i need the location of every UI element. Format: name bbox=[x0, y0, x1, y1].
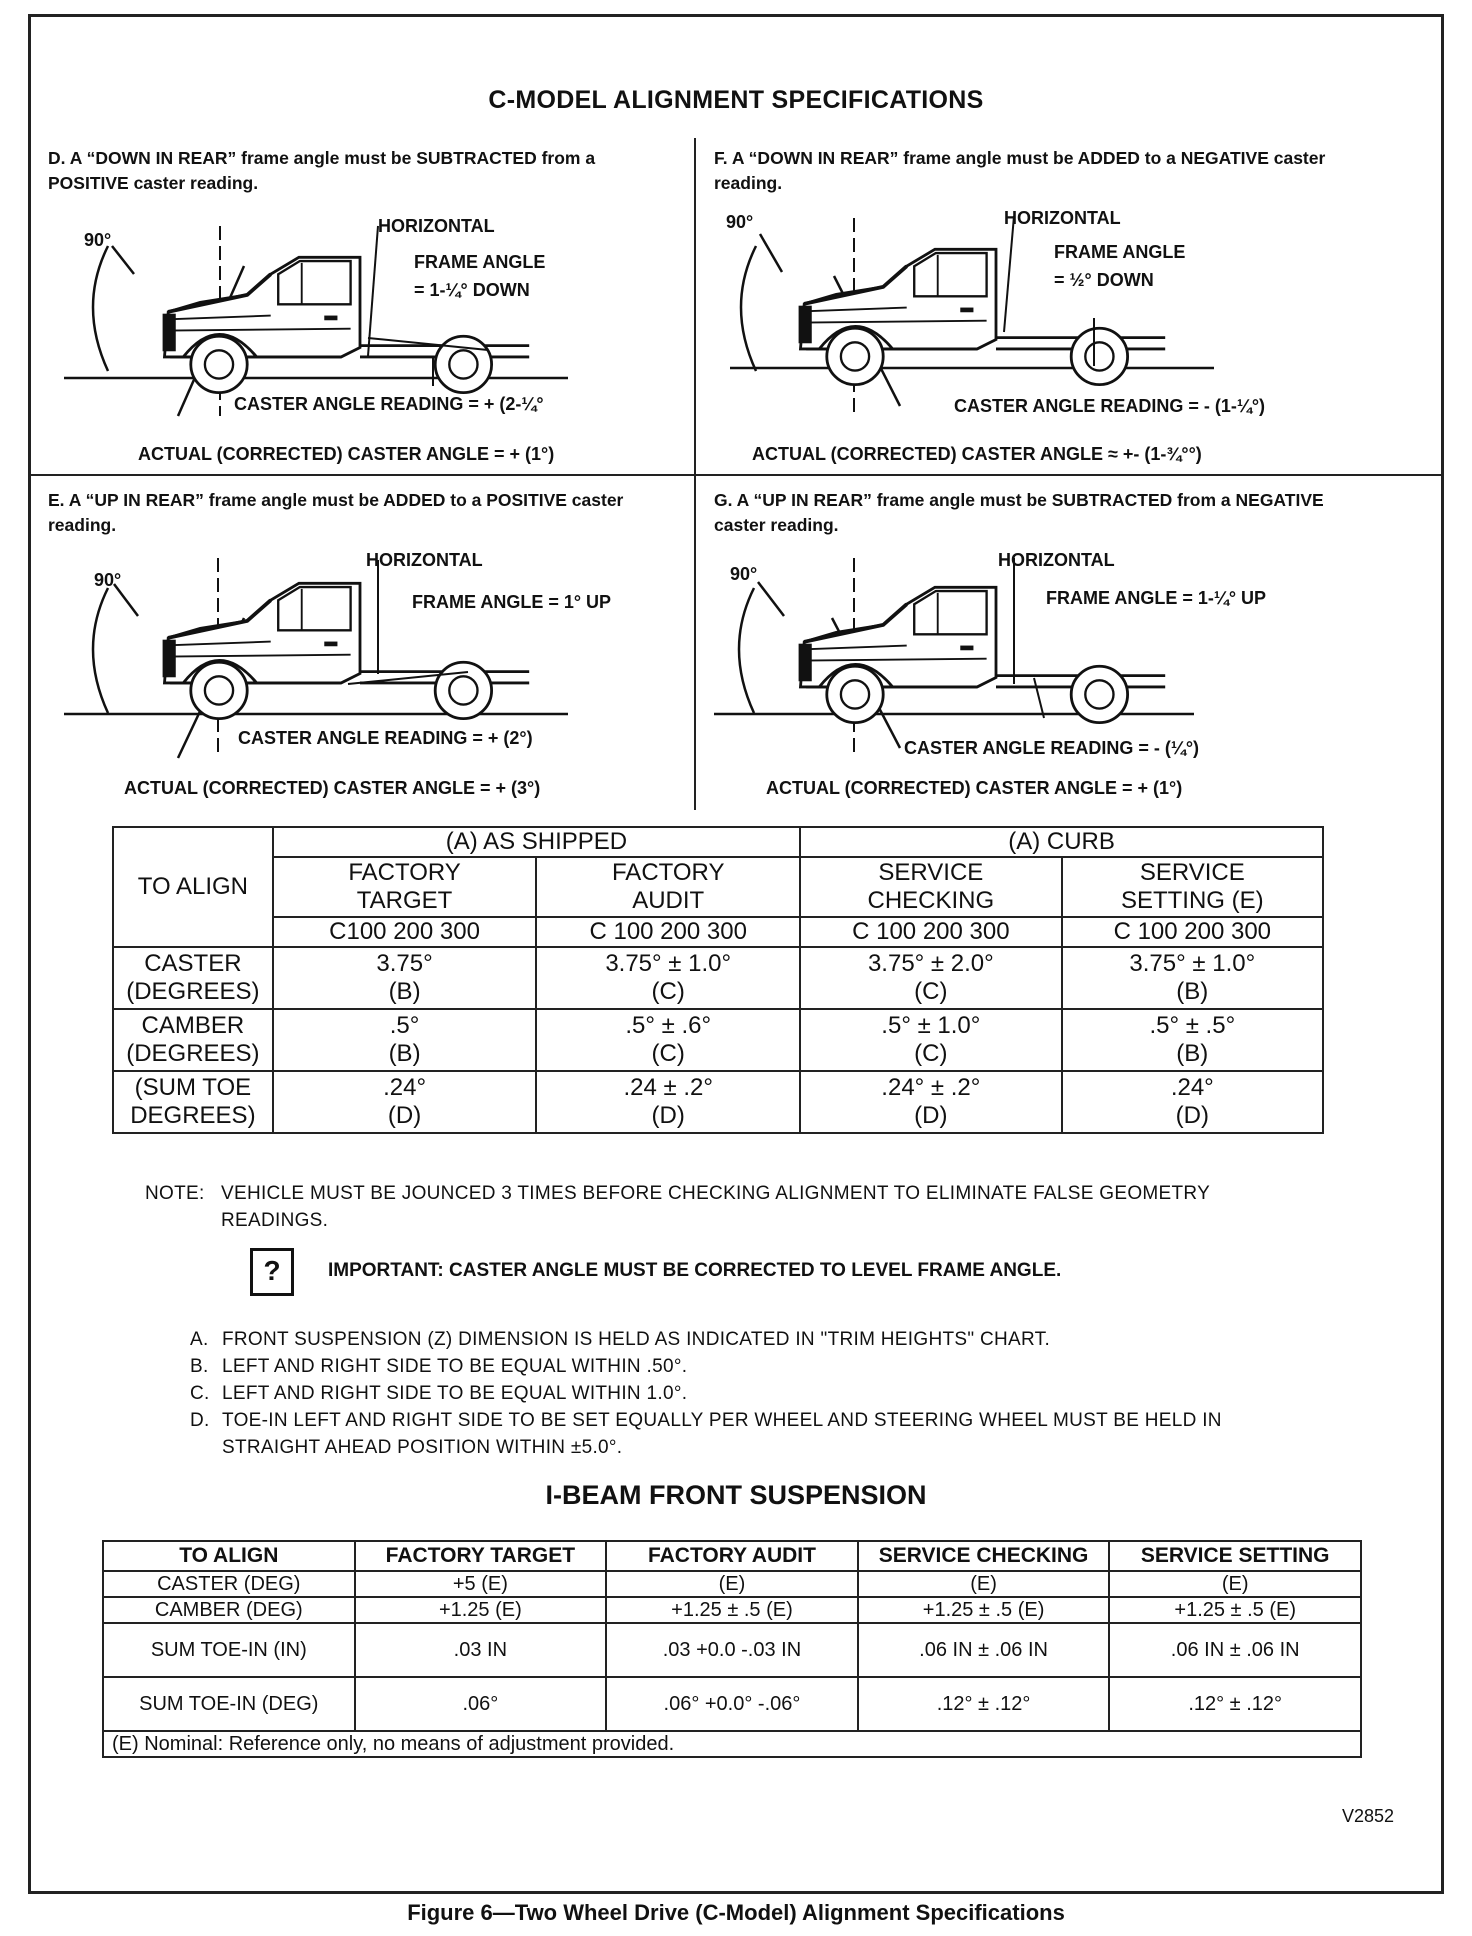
cell-note: (B) bbox=[388, 1040, 421, 1067]
panel-e-actual-caster: ACTUAL (CORRECTED) CASTER ANGLE = + (3°) bbox=[124, 778, 541, 798]
panel-f-horizontal-label: HORIZONTAL bbox=[1004, 208, 1121, 228]
cell-note: (C) bbox=[914, 1040, 948, 1067]
table-cell bbox=[536, 947, 800, 1009]
panel-d bbox=[48, 146, 698, 466]
column-header: SERVICE SETTING (E) bbox=[1062, 857, 1323, 917]
column-header: FACTORY TARGET bbox=[273, 857, 537, 917]
cell-value: .24° bbox=[1170, 1074, 1214, 1101]
important-text: IMPORTANT: CASTER ANGLE MUST BE CORRECTED TO LEVEL FRAME ANGLE. bbox=[328, 1260, 1062, 1281]
table-cell bbox=[273, 1071, 537, 1133]
table-cell: .06 IN ± .06 IN bbox=[1109, 1623, 1361, 1677]
truck-diagram-f bbox=[714, 146, 1364, 466]
panel-d-actual-caster: ACTUAL (CORRECTED) CASTER ANGLE = + (1°) bbox=[138, 444, 555, 464]
table-cell: (E) bbox=[606, 1571, 858, 1597]
table-cell: .12° ± .12° bbox=[1109, 1677, 1361, 1731]
table-cell bbox=[273, 947, 537, 1009]
ibeam-title: I-BEAM FRONT SUSPENSION bbox=[545, 1480, 927, 1510]
panel-d-caster-reading: CASTER ANGLE READING = + (2-¼° bbox=[234, 394, 544, 414]
cell-note: (B) bbox=[1176, 1040, 1209, 1067]
table-cell: (E) bbox=[1109, 1571, 1361, 1597]
column-header: SERVICE SETTING bbox=[1109, 1541, 1361, 1571]
curb-header: (A) CURB bbox=[800, 827, 1323, 857]
ibeam-footnote: (E) Nominal: Reference only, no means of adjustment provided. bbox=[103, 1731, 1361, 1757]
footnote-key: B. bbox=[190, 1356, 209, 1377]
cell-value: .5° bbox=[389, 1012, 420, 1039]
figure-code: V2852 bbox=[1342, 1806, 1395, 1826]
as-shipped-header: (A) AS SHIPPED bbox=[273, 827, 800, 857]
cell-note: (B) bbox=[388, 978, 421, 1005]
row-label: SUM TOE-IN (IN) bbox=[103, 1623, 355, 1677]
footnote-text: LEFT AND RIGHT SIDE TO BE EQUAL WITHIN .50°. bbox=[222, 1356, 688, 1377]
model-header: C 100 200 300 bbox=[536, 917, 800, 947]
column-header: SERVICE CHECKING bbox=[800, 857, 1062, 917]
panel-g bbox=[714, 488, 1364, 808]
panel-f-frame-angle-value: = ½° DOWN bbox=[1054, 270, 1154, 290]
row-label: CASTER (DEG) bbox=[103, 1571, 355, 1597]
cell-value: 3.75° ± 2.0° bbox=[867, 950, 994, 977]
model-header: C100 200 300 bbox=[273, 917, 537, 947]
important-icon: ? bbox=[250, 1248, 294, 1296]
table-cell: +5 (E) bbox=[355, 1571, 607, 1597]
truck-diagram-e bbox=[48, 488, 698, 808]
panel-g-horizontal-label: HORIZONTAL bbox=[998, 550, 1115, 570]
cell-value: .5° ± .5° bbox=[1149, 1012, 1236, 1039]
cell-value: .24° bbox=[383, 1074, 427, 1101]
panel-e bbox=[48, 488, 698, 808]
table-cell bbox=[1062, 1071, 1323, 1133]
table-cell: +1.25 ± .5 (E) bbox=[1109, 1597, 1361, 1623]
panel-d-frame-angle-value: = 1-¼° DOWN bbox=[414, 280, 530, 300]
table-cell bbox=[273, 1009, 537, 1071]
table-cell bbox=[1062, 1009, 1323, 1071]
jounce-note bbox=[145, 1180, 1295, 1234]
panel-divider-horizontal bbox=[30, 474, 1442, 476]
panel-e-caster-reading: CASTER ANGLE READING = + (2°) bbox=[238, 728, 533, 748]
footnotes-list bbox=[190, 1326, 1320, 1461]
row-label: CAMBER (DEGREES) bbox=[113, 1009, 273, 1071]
panel-f-caption: F. A “DOWN IN REAR” frame angle must be ADDED to a NEGATIVE caster reading. bbox=[714, 148, 1326, 193]
panel-g-caption: G. A “UP IN REAR” frame angle must be SUBTRACTED from a NEGATIVE caster reading. bbox=[714, 490, 1324, 535]
panel-g-frame-angle-label: FRAME ANGLE = 1-¼° UP bbox=[1046, 588, 1267, 608]
table-cell: .06° +0.0° -.06° bbox=[606, 1677, 858, 1731]
panel-f-frame-angle-label: FRAME ANGLE bbox=[1054, 242, 1186, 262]
footnote-key: D. bbox=[190, 1410, 210, 1431]
alignment-spec-table bbox=[112, 826, 1324, 1134]
page-title: C-MODEL ALIGNMENT SPECIFICATIONS bbox=[488, 86, 984, 114]
panel-g-90-label: 90° bbox=[730, 564, 758, 584]
table-cell: .03 +0.0 -.03 IN bbox=[606, 1623, 858, 1677]
table-row bbox=[113, 1009, 1323, 1071]
table-cell: +1.25 (E) bbox=[355, 1597, 607, 1623]
column-header: FACTORY TARGET bbox=[355, 1541, 607, 1571]
figure-caption: Figure 6—Two Wheel Drive (C-Model) Alignment Specifications bbox=[407, 1900, 1065, 1925]
table-cell bbox=[800, 947, 1062, 1009]
table-cell bbox=[536, 1071, 800, 1133]
cell-note: (C) bbox=[914, 978, 948, 1005]
cell-note: (C) bbox=[651, 978, 685, 1005]
cell-value: 3.75° bbox=[376, 950, 433, 977]
panel-e-frame-angle-label: FRAME ANGLE = 1° UP bbox=[412, 592, 612, 612]
panel-f bbox=[714, 146, 1364, 466]
cell-value: .5° ± 1.0° bbox=[881, 1012, 981, 1039]
table-cell bbox=[1062, 947, 1323, 1009]
ibeam-spec-table bbox=[102, 1540, 1362, 1758]
model-header: C 100 200 300 bbox=[1062, 917, 1323, 947]
to-align-header: TO ALIGN bbox=[113, 827, 273, 947]
footnote-key: A. bbox=[190, 1329, 209, 1350]
panel-g-caster-reading: CASTER ANGLE READING = - (¼°) bbox=[904, 738, 1200, 758]
panel-f-actual-caster: ACTUAL (CORRECTED) CASTER ANGLE ≈ +- (1-¾°°) bbox=[752, 444, 1202, 464]
cell-note: (C) bbox=[651, 1040, 685, 1067]
panel-e-90-label: 90° bbox=[94, 570, 122, 590]
table-row bbox=[103, 1571, 1361, 1597]
table-cell: .06° bbox=[355, 1677, 607, 1731]
column-header: TO ALIGN bbox=[103, 1541, 355, 1571]
table-cell bbox=[800, 1071, 1062, 1133]
table-row bbox=[113, 947, 1323, 1009]
table-cell: +1.25 ± .5 (E) bbox=[858, 1597, 1110, 1623]
panel-d-90-label: 90° bbox=[84, 230, 112, 250]
row-label: CASTER (DEGREES) bbox=[113, 947, 273, 1009]
important-callout bbox=[250, 1248, 1300, 1300]
panel-d-caption: D. A “DOWN IN REAR” frame angle must be SUBTRACTED from a POSITIVE caster reading. bbox=[48, 148, 596, 193]
panel-e-caption: E. A “UP IN REAR” frame angle must be ADDED to a POSITIVE caster reading. bbox=[48, 490, 624, 535]
list-item bbox=[190, 1326, 1320, 1353]
cell-note: (B) bbox=[1176, 978, 1209, 1005]
row-label: (SUM TOE DEGREES) bbox=[113, 1071, 273, 1133]
column-header: SERVICE CHECKING bbox=[858, 1541, 1110, 1571]
panel-e-horizontal-label: HORIZONTAL bbox=[366, 550, 483, 570]
table-cell: .12° ± .12° bbox=[858, 1677, 1110, 1731]
panel-f-90-label: 90° bbox=[726, 212, 754, 232]
list-item bbox=[190, 1407, 1320, 1461]
truck-diagram-g bbox=[714, 488, 1364, 808]
table-row bbox=[103, 1677, 1361, 1731]
model-header: C 100 200 300 bbox=[800, 917, 1062, 947]
table-row bbox=[103, 1623, 1361, 1677]
table-cell: .06 IN ± .06 IN bbox=[858, 1623, 1110, 1677]
panel-f-caster-reading: CASTER ANGLE READING = - (1-¼°) bbox=[954, 396, 1266, 416]
footnote-text: LEFT AND RIGHT SIDE TO BE EQUAL WITHIN 1.0°. bbox=[222, 1383, 688, 1404]
row-label: CAMBER (DEG) bbox=[103, 1597, 355, 1623]
footnote-text: TOE-IN LEFT AND RIGHT SIDE TO BE SET EQUALLY PER WHEEL AND STEERING WHEEL MUST BE HELD IN STRAIGHT AHEAD POSITION WITHIN ±5.0°. bbox=[222, 1410, 1222, 1458]
note-label: NOTE: bbox=[145, 1183, 205, 1204]
cell-value: 3.75° ± 1.0° bbox=[1129, 950, 1256, 977]
cell-note: (D) bbox=[387, 1102, 422, 1129]
table-cell: (E) bbox=[858, 1571, 1110, 1597]
footnote-text: FRONT SUSPENSION (Z) DIMENSION IS HELD AS INDICATED IN "TRIM HEIGHTS" CHART. bbox=[222, 1329, 1051, 1350]
note-text: VEHICLE MUST BE JOUNCED 3 TIMES BEFORE CHECKING ALIGNMENT TO ELIMINATE FALSE GEOMETRY READINGS. bbox=[221, 1183, 1210, 1231]
cell-value: .24 ± .2° bbox=[623, 1074, 713, 1101]
panel-d-frame-angle-label: FRAME ANGLE bbox=[414, 252, 546, 272]
table-row bbox=[113, 1071, 1323, 1133]
cell-value: 3.75° ± 1.0° bbox=[605, 950, 732, 977]
list-item bbox=[190, 1353, 1320, 1380]
table-cell bbox=[800, 1009, 1062, 1071]
table-cell bbox=[536, 1009, 800, 1071]
cell-note: (D) bbox=[1175, 1102, 1209, 1129]
truck-diagram-d bbox=[48, 146, 698, 466]
column-header: FACTORY AUDIT bbox=[536, 857, 800, 917]
table-cell: +1.25 ± .5 (E) bbox=[606, 1597, 858, 1623]
row-label: SUM TOE-IN (DEG) bbox=[103, 1677, 355, 1731]
table-cell: .03 IN bbox=[355, 1623, 607, 1677]
table-row bbox=[103, 1597, 1361, 1623]
cell-value: .24° ± .2° bbox=[881, 1074, 981, 1101]
cell-value: .5° ± .6° bbox=[625, 1012, 712, 1039]
column-header: FACTORY AUDIT bbox=[606, 1541, 858, 1571]
cell-note: (D) bbox=[914, 1102, 948, 1129]
cell-note: (D) bbox=[651, 1102, 685, 1129]
list-item bbox=[190, 1380, 1320, 1407]
panel-g-actual-caster: ACTUAL (CORRECTED) CASTER ANGLE = + (1°) bbox=[766, 778, 1183, 798]
footnote-key: C. bbox=[190, 1383, 210, 1404]
panel-d-horizontal-label: HORIZONTAL bbox=[378, 216, 495, 236]
